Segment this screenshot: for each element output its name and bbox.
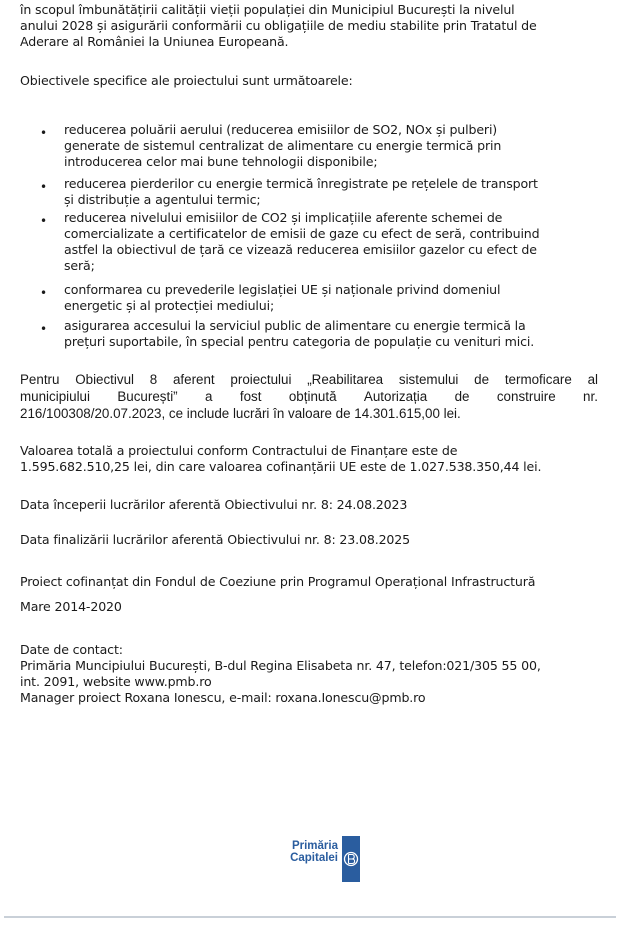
word: municipiului (20, 389, 90, 404)
word: Pentru (20, 372, 60, 387)
word: „Reabilitarea (307, 372, 384, 387)
word: aferent (172, 372, 215, 387)
logo-wordmark (290, 840, 338, 864)
objective-line: prețuri suportabile, în special pentru categoria de populație cu venituri mici. (64, 334, 535, 349)
intro-line: anului 2028 și asigurării conformării cu obligațiile de mediu stabilite prin Tratatul de (20, 18, 537, 33)
objective8-line2 (20, 389, 598, 405)
contact-line: Primăria Muncipiului București, B-dul Regina Elisabeta nr. 47, telefon:021/305 55 00, (20, 658, 541, 673)
bullet-icon: • (40, 180, 48, 194)
contact-heading: Date de contact: (20, 642, 123, 657)
word: de (474, 372, 490, 387)
objective-line: seră; (64, 258, 95, 273)
objective-line: reducerea poluării aerului (reducerea emisiilor de SO2, NOx și pulberi) (64, 122, 498, 137)
word: 8 (149, 372, 158, 387)
objective-line: energetic și al protecției mediului; (64, 298, 275, 313)
word: fost (239, 389, 262, 404)
bullet-icon: • (40, 214, 48, 228)
word: proiectului (230, 372, 292, 387)
primaria-capitalei-logo (270, 836, 360, 884)
intro-line: în scopul îmbunătățirii calității vieții populației din Municipiul București la nivelul (20, 2, 515, 17)
objective8-line3: 216/100308/20.07.2023, ce include lucrări în valoare de 14.301.615,00 lei. (20, 406, 461, 421)
value-line: 1.595.682.510,25 lei, din care valoarea cofinanțării UE este de 1.027.538.350,44 lei. (20, 459, 542, 474)
cofinance-line: Proiect cofinanțat din Fondul de Coeziune prin Programul Operațional Infrastructură (20, 574, 536, 589)
word: Autorizația (363, 389, 428, 404)
objective-line: reducerea nivelului emisiilor de CO2 și implicațiile aferente schemei de (64, 210, 503, 225)
footer-divider (4, 916, 616, 918)
intro-line: Aderare al României la Uniunea Europeană. (20, 34, 289, 49)
word: nr. (583, 389, 598, 404)
bullet-icon: • (40, 322, 48, 336)
logo-line: Capitalei (290, 852, 338, 864)
objective-line: comercializate a certificatelor de emisii de gaze cu efect de seră, contribuind (64, 226, 540, 241)
word: obținută (288, 389, 337, 404)
word: termoficare (504, 372, 572, 387)
start-date: Data începerii lucrărilor aferentă Obiectivului nr. 8: 24.08.2023 (20, 497, 408, 512)
value-line: Valoarea totală a proiectului conform Contractului de Finanțare este de (20, 443, 458, 458)
objective-line: introducerea celor mai bune tehnologii disponibile; (64, 154, 378, 169)
bullet-icon: • (40, 286, 48, 300)
word: București” (117, 389, 178, 404)
word: sistemului (398, 372, 459, 387)
objective-line: reducerea pierderilor cu energie termică înregistrate pe rețelele de transport (64, 176, 538, 191)
logo-line: Primăria (291, 840, 338, 852)
objective-line: și distribuție a agentului termic; (64, 192, 261, 207)
word: al (587, 372, 598, 387)
contact-manager-line: Manager proiect Roxana Ionescu, e-mail: roxana.Ionescu@pmb.ro (20, 690, 426, 705)
contact-website-line: int. 2091, website www.pmb.ro (20, 674, 212, 689)
objective-line: asigurarea accesului la serviciul public de alimentare cu energie termică la (64, 318, 526, 333)
objectives-heading: Obiectivele specifice ale proiectului sunt următoarele: (20, 73, 353, 88)
word: Obiectivul (75, 372, 134, 387)
word: de (454, 389, 470, 404)
logo-emblem-icon (342, 836, 360, 882)
objective-line: astfel la obiectivul de țară ce vizează reducerea emisiilor gazelor cu efect de (64, 242, 537, 257)
objective-line: generate de sistemul centralizat de alimentare cu energie termică prin (64, 138, 502, 153)
objective8-line1 (20, 372, 598, 388)
bullet-icon: • (40, 126, 48, 140)
objective-line: conformarea cu prevederile legislației UE și naționale privind domeniul (64, 282, 501, 297)
cofinance-line: Mare 2014-2020 (20, 599, 122, 614)
word: a (205, 389, 213, 404)
end-date: Data finalizării lucrărilor aferentă Obiectivului nr. 8: 23.08.2025 (20, 532, 411, 547)
word: construire (496, 389, 556, 404)
